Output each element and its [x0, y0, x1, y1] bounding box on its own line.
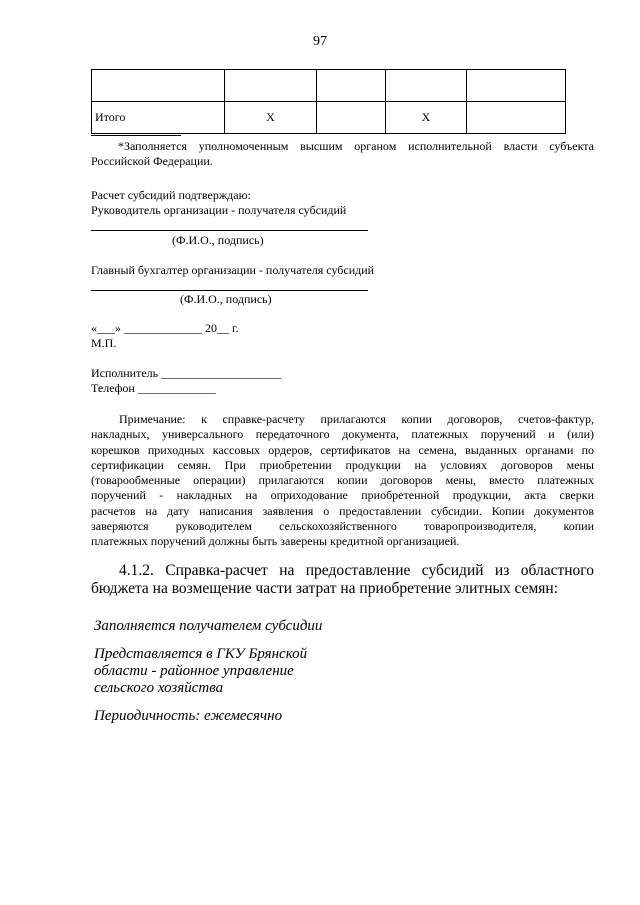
note-line: поручений - накладных на оприходование приобретенной продукции, акта сверки: [91, 488, 594, 503]
table-cell: [386, 70, 467, 102]
note-line: корешков приходных кассовых ордеров, сертификатов на семена, выданных органами по: [91, 442, 594, 457]
note-line: заверяются руководителем сельскохозяйственного товаропроизводителя, копии: [91, 519, 594, 534]
submitted-to-line: Представляется в ГКУ Брянской: [94, 646, 308, 662]
accountant-label: Главный бухгалтер организации - получателя субсидий: [91, 263, 375, 277]
note-line: сертификации семян. При приобретении продукции на условиях договоров мены: [91, 457, 594, 472]
table-cell: Х: [386, 102, 467, 134]
phone-line: Телефон _____________: [91, 381, 216, 395]
note-line: накладных, универсального передаточного документа, платежных поручений и (или): [91, 427, 594, 442]
submitted-to-line: сельского хозяйства: [94, 680, 224, 696]
table-cell: [92, 70, 225, 102]
table-cell: [467, 70, 566, 102]
filled-by-note: Заполняется получателем субсидии: [94, 618, 323, 634]
director-signature-line: [91, 230, 368, 231]
note-line: Примечание: к справке-расчету прилагаются копии договоров, счетов-фактур,: [119, 412, 594, 426]
accountant-signature-line: [91, 290, 368, 291]
table-cell: [317, 70, 386, 102]
footnote-line: Российской Федерации.: [91, 154, 213, 168]
section-heading-line: 4.1.2. Справка-расчет на предоставление субсидий из областного: [119, 562, 594, 579]
table-row-total: [92, 102, 566, 134]
note-paragraph: [91, 412, 594, 550]
periodicity-note: Периодичность: ежемесячно: [94, 708, 283, 724]
submitted-to-line: области - районное управление: [94, 663, 294, 679]
date-line: «___» _____________ 20__ г.: [91, 321, 239, 335]
summary-table: [91, 69, 566, 134]
note-line: (товарообменные операции) прилагаются копии договоров мены, вместо платежных: [91, 473, 594, 488]
confirm-heading: Расчет субсидий подтверждаю:: [91, 188, 251, 202]
note-line: расчетов на дату написания заявления о предоставлении субсидии. Копии документов: [91, 503, 594, 518]
footnote-line: *Заполняется уполномоченным высшим органом исполнительной власти субъекта: [118, 139, 594, 153]
section-heading-line: бюджета на возмещение части затрат на приобретение элитных семян:: [91, 580, 559, 597]
director-signature-caption: (Ф.И.О., подпись): [172, 233, 264, 247]
page-number: 97: [313, 34, 327, 49]
table-cell: [317, 102, 386, 134]
note-line: платежных поручений должны быть заверены кредитной организацией.: [91, 534, 460, 549]
executor-line: Исполнитель ____________________: [91, 366, 282, 380]
footnote-separator: [91, 135, 181, 136]
table-cell: [467, 102, 566, 134]
director-label: Руководитель организации - получателя субсидий: [91, 203, 347, 217]
table-cell: [225, 70, 317, 102]
total-label-cell: Итого: [92, 102, 225, 134]
table-row: [92, 70, 566, 102]
stamp-label: М.П.: [91, 336, 117, 350]
table-cell: Х: [225, 102, 317, 134]
accountant-signature-caption: (Ф.И.О., подпись): [180, 292, 272, 306]
